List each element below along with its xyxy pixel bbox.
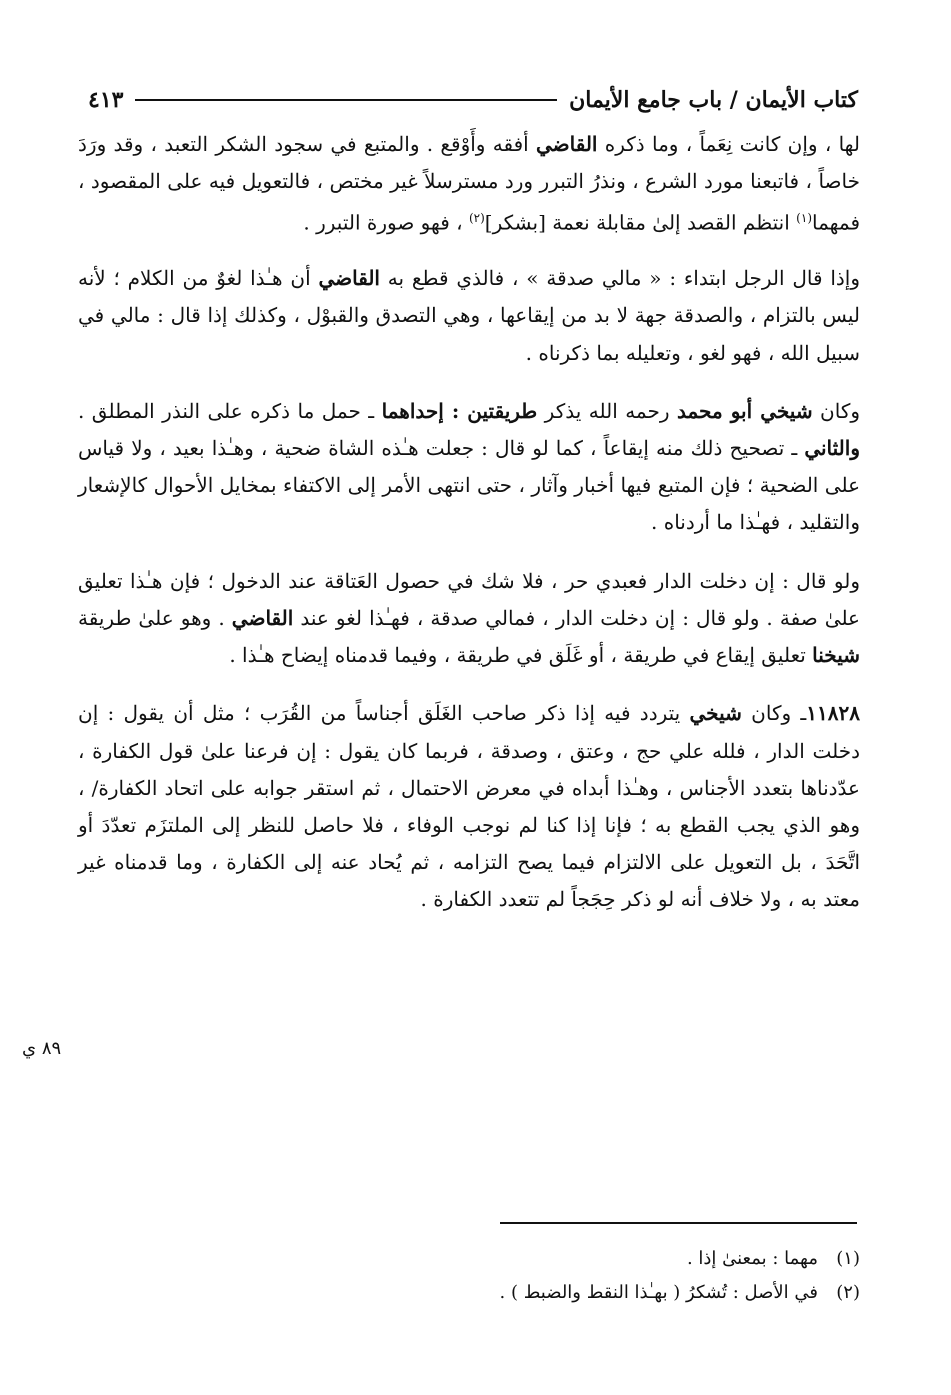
bold-term: شيخنا	[812, 643, 860, 668]
footnote-2	[78, 1276, 860, 1310]
footnote-1	[78, 1242, 860, 1276]
text-run: أفقه وأَوْقع . والمتبع في سجود الشكر التعبد ، وقد ورَدَ خاصاً ، فاتبعنا مورد الشرع ، ونذرُ التبرر ورد مسترسلاً غير مختص ، فالتعويل فيه على المقصود ، فمهما	[78, 132, 860, 236]
bold-term: القاضي	[535, 132, 598, 156]
chapter-title: كتاب الأيمان / باب جامع الأيمان	[569, 87, 858, 113]
bold-term: شيخي	[689, 701, 742, 726]
bold-term: شيخي أبو محمد	[676, 398, 813, 423]
text-run: ولو قال : إن دخلت الدار فعبدي حر ، فلا شك في حصول العَتاقة عند الدخول ؛ فإن هـٰذا تعليق علىٰ صفة . ولو قال : إن دخلت الدار ، فمالي صدقة ، فهـٰذا لغو عند	[78, 568, 860, 630]
paragraph-number: ١١٨٢٨	[806, 701, 860, 726]
footnote-ref-2[interactable]: (٢)	[468, 211, 485, 226]
manuscript-folio-note: ٨٩ ي	[22, 1038, 62, 1059]
text-run: ، فهو صورة التبرر .	[303, 211, 469, 236]
text-run: ـ حمل ما ذكره على النذر المطلق .	[78, 398, 382, 423]
header-rule	[135, 99, 557, 101]
running-header	[88, 80, 858, 120]
text-run: وإذا قال الرجل ابتداء : « مالي صدقة » ، فالذي قطع به	[379, 266, 860, 291]
text-run: . وهو علىٰ طريقة	[78, 605, 232, 630]
footnote-number: (١)	[836, 1248, 860, 1269]
paragraph-2	[78, 260, 860, 372]
text-run: انتظم القصد إلىٰ مقابلة نعمة [بشكر]	[484, 211, 797, 236]
page-number: ٤١٣	[88, 87, 124, 113]
footnote-text: في الأصل : تُشكرُ ( بهـٰذا النقط والضبط ) .	[499, 1282, 818, 1303]
footnote-ref-1[interactable]: (١)	[796, 211, 812, 226]
text-run: أن هـٰذا لغوٌ من الكلام ؛ لأنه ليس بالتزام ، والصدقة جهة لا بد من إيقاعها ، وهي التصدق والقبوْل ، وكذلك إذا قال : مالي في سبيل الله ، فهو لغو ، وتعليله بما ذكرناه .	[78, 266, 860, 365]
footnote-separator	[500, 1222, 857, 1224]
paragraph-5	[78, 695, 860, 918]
paragraph-1	[78, 126, 860, 242]
text-run: يتردد فيه إذا ذكر صاحب الغَلَق أجناساً من القُرَب ؛ مثل أن يقول : إن دخلت الدار ، فلله علي حج ، وعتق ، وصدقة ، فربما كان يقول : إن فرعنا علىٰ قول الكفارة ، عدّدناها بتعدد الأجناس ، وهـٰذا أبداه في معرض الاحتمال ، ثم استقر جوابه على اتحاد الكفارة/ ، وهو الذي يجب القطع به ؛ فإنا إذا كنا لم نوجب الوفاء ، فلا حاصل للنظر إلى الملتزَم تعدّدَ أو اتَّحَدَ ، بل التعويل على الالتزام فيما يصح التزامه ، ثم يُحاد عنه إلى الكفارة ، وما قدمناه غير معتد به ، ولا خلاف أنه لو ذكر حِجَجاً لم تتعدد الكفارة .	[78, 701, 860, 912]
paragraph-4	[78, 563, 860, 675]
footnote-text: مهما : بمعنىٰ إذا .	[686, 1248, 818, 1269]
text-run: ـ تصحيح ذلك منه إيقاعاً ، كما لو قال : جعلت هـٰذه الشاة ضحية ، وهـٰذا بعيد ، ولا قياس على الضحية ؛ فإن المتبع فيها أخبار وآثار ، حتى انتهى الأمر إلى الاكتفاء بمخايل الأحوال كالإشعار والتقليد ، فهـٰذا ما أردناه .	[78, 436, 860, 535]
text-run: رحمه الله يذكر	[537, 398, 677, 423]
text-run: لها ، وإن كانت نِعَماً ، وما ذكره	[597, 132, 860, 156]
text-run: وكان	[812, 398, 861, 423]
footnotes	[78, 1242, 860, 1310]
paragraph-3	[78, 393, 860, 542]
text-run: ـ وكان	[741, 701, 807, 726]
text-run: تعليق إيقاع في طريقة ، أو غَلَق في طريقة ، وفيما قدمناه إيضاح هـٰذا .	[229, 643, 813, 668]
main-text	[78, 126, 860, 940]
bold-term: والثاني	[804, 436, 860, 461]
bold-term: القاضي	[318, 266, 380, 291]
footnote-number: (٢)	[836, 1282, 860, 1303]
bold-term: القاضي	[231, 605, 294, 630]
bold-term: طريقتين : إحداهما	[381, 398, 538, 423]
